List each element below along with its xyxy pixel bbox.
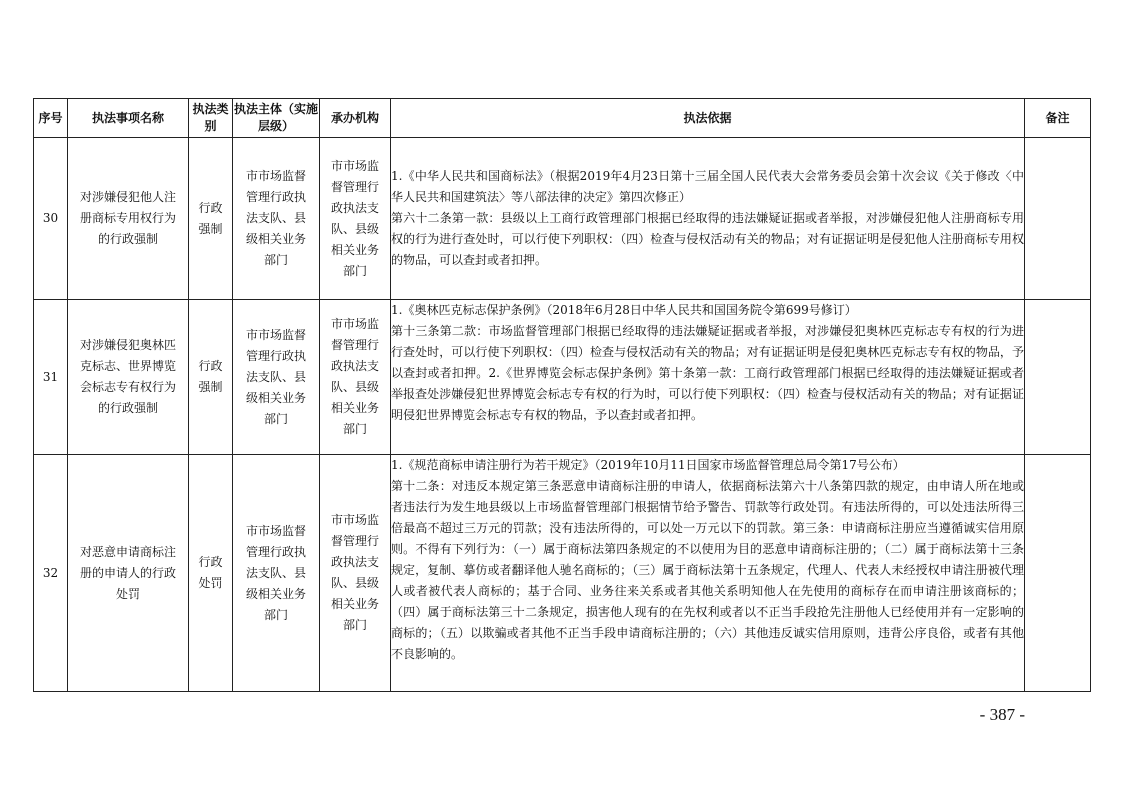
row-category: 行政处罚 [189, 455, 233, 692]
row-seq: 30 [34, 138, 68, 300]
table-row [34, 455, 1091, 692]
basis-paragraph: 第六十二条第一款：县级以上工商行政管理部门根据已经取得的违法嫌疑证据或者举报，对涉嫌侵犯他人注册商标专用权的行为进行查处时，可以行使下列职权：（四）检查与侵权活动有关的物品；对有证据证明是侵犯他人注册商标专用权的物品，可以查封或者扣押。 [391, 211, 1024, 267]
page-number: - 387 - [979, 705, 1025, 724]
row-subject: 市市场监督管理行政执法支队、县级相关业务部门 [233, 138, 320, 300]
row-remarks [1025, 300, 1091, 455]
basis-paragraph: 1.《规范商标申请注册行为若干规定》（2019年10月11日国家市场监督管理总局令第17号公布） [391, 458, 905, 472]
row-item-name: 对恶意申请商标注册的申请人的行政处罚 [68, 455, 189, 692]
row-seq: 32 [34, 455, 68, 692]
basis-paragraph: 1.《中华人民共和国商标法》（根据2019年4月23日第十三届全国人民代表大会常务委员会第十次会议《关于修改〈中华人民共和国建筑法〉等八部法律的决定》第四次修正） [391, 169, 1024, 204]
header-seq: 序号 [34, 99, 68, 138]
header-agency: 承办机构 [320, 99, 391, 138]
row-agency: 市市场监督管理行政执法支队、县级相关业务部门 [320, 300, 391, 455]
row-item-name: 对涉嫌侵犯他人注册商标专用权行为的行政强制 [68, 138, 189, 300]
row-basis [391, 300, 1025, 455]
row-seq: 31 [34, 300, 68, 455]
basis-paragraph: 第十二条：对违反本规定第三条恶意申请商标注册的申请人，依据商标法第六十八条第四款的规定，由申请人所在地或者违法行为发生地县级以上市场监督管理部门根据情节给予警告、罚款等行政处罚。有违法所得的，可以处违法所得三倍最高不超过三万元的罚款；没有违法所得的，可以处一万元以下的罚款。第三条：申请商标注册应当遵循诚实信用原则。不得有下列行为：（一）属于商标法第四条规定的不以使用为目的恶意申请商标注册的；（二）属于商标法第十三条规定，复制、摹仿或者翻译他人驰名商标的；（三）属于商标法第十五条规定，代理人、代表人未经授权申请注册被代理人或者被代表人商标的；基于合同、业务往来关系或者其他关系明知他人在先使用的商标存在而申请注册该商标的；（四）属于商标法第三十二条规定，损害他人现有的在先权利或者以不正当手段抢先注册他人已经使用并有一定影响的商标的；（五）以欺骗或者其他不正当手段申请商标注册的；（六）其他违反诚实信用原则，违背公序良俗，或者有其他不良影响的。 [391, 479, 1024, 661]
row-agency: 市市场监督管理行政执法支队、县级相关业务部门 [320, 455, 391, 692]
row-item-name: 对涉嫌侵犯奥林匹克标志、世界博览会标志专有权行为的行政强制 [68, 300, 189, 455]
table-header-row [34, 99, 1091, 138]
row-category: 行政强制 [189, 138, 233, 300]
header-remarks: 备注 [1025, 99, 1091, 138]
header-basis: 执法依据 [391, 99, 1025, 138]
header-subject: 执法主体（实施层级） [233, 99, 320, 138]
row-subject: 市市场监督管理行政执法支队、县级相关业务部门 [233, 455, 320, 692]
enforcement-items-table [33, 98, 1091, 692]
row-basis [391, 455, 1025, 692]
header-category: 执法类别 [189, 99, 233, 138]
row-agency: 市市场监督管理行政执法支队、县级相关业务部门 [320, 138, 391, 300]
table-row [34, 138, 1091, 300]
row-remarks [1025, 455, 1091, 692]
table-row [34, 300, 1091, 455]
row-category: 行政强制 [189, 300, 233, 455]
header-item-name: 执法事项名称 [68, 99, 189, 138]
basis-paragraph: 第十三条第二款：市场监督管理部门根据已经取得的违法嫌疑证据或者举报，对涉嫌侵犯奥林匹克标志专有权的行为进行查处时，可以行使下列职权：（四）检查与侵权活动有关的物品；对有证据证明是侵犯奥林匹克标志专有权的物品，予以查封或者扣押。2.《世界博览会标志保护条例》第十条第一款：工商行政管理部门根据已经取得的违法嫌疑证据或者举报查处涉嫌侵犯世界博览会标志专有权的行为时，可以行使下列职权：（四）检查与侵权活动有关的物品；对有证据证明侵犯世界博览会标志专有权的物品，予以查封或者扣押。 [391, 324, 1024, 422]
row-remarks [1025, 138, 1091, 300]
row-basis [391, 138, 1025, 300]
row-subject: 市市场监督管理行政执法支队、县级相关业务部门 [233, 300, 320, 455]
basis-paragraph: 1.《奥林匹克标志保护条例》（2018年6月28日中华人民共和国国务院令第699号修订） [391, 303, 857, 317]
